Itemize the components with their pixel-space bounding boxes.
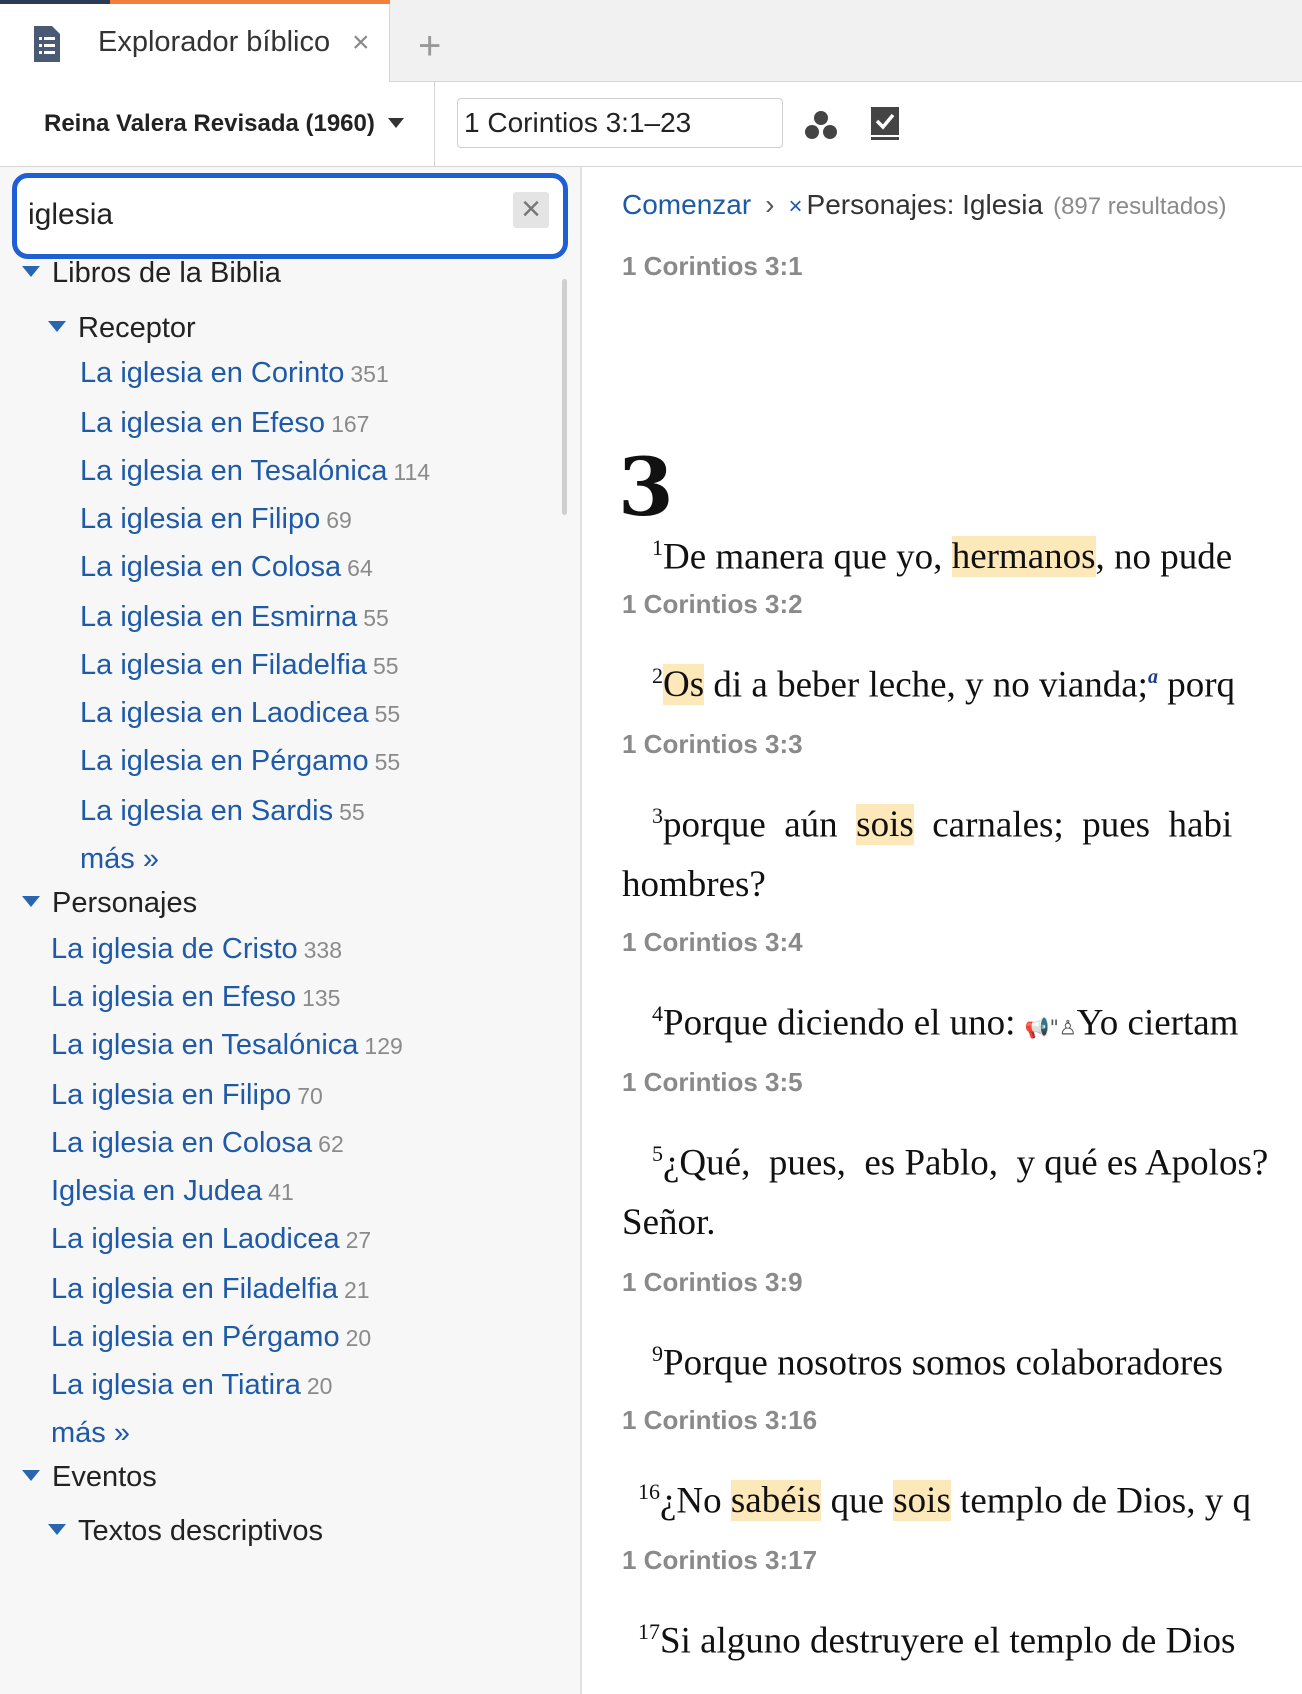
item-label: La iglesia en Corinto	[80, 357, 345, 389]
item-count: 55	[374, 701, 401, 727]
expand-triangle-icon[interactable]	[22, 266, 40, 277]
item-label: La iglesia en Filadelfia	[51, 1273, 338, 1305]
verse-segment: Si alguno destruyere el templo de Dios	[660, 1620, 1236, 1662]
verse-text-continued: hombres?	[622, 864, 766, 905]
item-count: 129	[364, 1033, 403, 1059]
item-label: La iglesia en Esmirna	[80, 601, 358, 633]
verse-segment: Porque diciendo el uno:	[663, 1002, 1025, 1044]
list-item[interactable]	[51, 1273, 370, 1306]
search-box	[12, 173, 568, 259]
list-item[interactable]	[51, 1079, 323, 1112]
breadcrumb-separator: ›	[765, 189, 775, 220]
new-tab-icon[interactable]: +	[418, 24, 442, 68]
item-count: 351	[350, 361, 389, 387]
verse-ref[interactable]: 1 Corintios 3:2	[622, 589, 803, 619]
verse-text	[652, 663, 1235, 706]
list-item[interactable]	[51, 1127, 344, 1160]
item-label: Iglesia en Judea	[51, 1175, 263, 1207]
item-label: La iglesia en Colosa	[80, 551, 342, 583]
breadcrumb-start-link[interactable]: Comenzar	[622, 189, 752, 220]
item-label: La iglesia en Efeso	[80, 407, 326, 439]
verse-segment: que	[821, 1480, 894, 1522]
verse-number: 9	[652, 1341, 663, 1366]
list-item[interactable]	[51, 1175, 294, 1208]
verse-text-continued: Señor.	[622, 1202, 716, 1243]
sidebar-scrollbar[interactable]	[562, 279, 567, 515]
item-label: La iglesia en Tesalónica	[51, 1029, 359, 1061]
item-count: 135	[302, 985, 341, 1011]
verse-segment: , no pude	[1095, 536, 1233, 578]
chevron-down-icon[interactable]	[388, 118, 404, 128]
tab-accent-dark	[0, 0, 110, 4]
breadcrumb	[622, 189, 1227, 221]
sidebar	[0, 167, 582, 1694]
visual-filter-icon[interactable]	[804, 110, 838, 140]
verse-ref[interactable]: 1 Corintios 3:3	[622, 729, 803, 759]
list-item[interactable]	[51, 981, 340, 1014]
verse-segment: di a beber leche, y no vianda;	[704, 664, 1148, 706]
item-count: 55	[363, 605, 389, 631]
list-item[interactable]	[80, 551, 373, 584]
verse-segment: porque aún	[663, 804, 857, 846]
item-count: 69	[326, 507, 352, 533]
list-item[interactable]	[80, 503, 352, 536]
more-link[interactable]: más »	[80, 843, 159, 875]
item-count: 114	[393, 459, 431, 485]
verse-text	[638, 1619, 1235, 1662]
verse-segment: templo de Dios, y q	[950, 1480, 1251, 1522]
verse-segment: ¿No	[660, 1480, 731, 1522]
tab-explorador[interactable]	[0, 0, 390, 82]
list-item[interactable]	[80, 455, 430, 488]
highlighted-word[interactable]: Os	[663, 664, 705, 706]
item-count: 20	[345, 1325, 372, 1351]
section-label: Libros de la Biblia	[52, 257, 281, 289]
section-textos-descriptivos[interactable]	[48, 1515, 323, 1548]
chapter-number: 3	[618, 440, 674, 534]
list-item[interactable]	[51, 933, 342, 966]
item-count: 338	[303, 937, 343, 963]
section-libros[interactable]	[22, 257, 281, 290]
item-label: La iglesia en Pérgamo	[80, 745, 369, 777]
highlighted-word[interactable]: sois	[856, 804, 914, 846]
highlighted-word[interactable]: hermanos	[951, 536, 1096, 578]
item-count: 55	[374, 749, 401, 775]
item-count: 62	[318, 1131, 344, 1157]
verse-number: 5	[652, 1141, 663, 1166]
item-count: 27	[345, 1227, 372, 1253]
item-label: La iglesia en Tesalónica	[80, 455, 388, 487]
tab-title: Explorador bíblico	[98, 26, 331, 58]
verse-ref[interactable]: 1 Corintios 3:4	[622, 927, 803, 957]
item-count: 20	[306, 1373, 333, 1399]
item-label: La iglesia en Tiatira	[51, 1369, 301, 1401]
expand-triangle-icon[interactable]	[48, 1524, 66, 1535]
verse-text	[652, 1141, 1268, 1184]
results-count: (897 resultados)	[1053, 193, 1227, 220]
main-content	[582, 167, 1302, 1694]
clear-search-icon[interactable]: ×	[513, 192, 549, 228]
verse-segment: carnales; pues habi	[913, 804, 1233, 846]
item-label: La iglesia en Pérgamo	[51, 1321, 340, 1353]
verse-ref[interactable]: 1 Corintios 3:9	[622, 1267, 803, 1297]
highlighted-word[interactable]: sabéis	[730, 1480, 822, 1522]
verse-number: 16	[638, 1479, 660, 1504]
item-count: 55	[339, 799, 365, 825]
expand-triangle-icon[interactable]	[22, 1470, 40, 1481]
verse-segment: Yo ciertam	[1076, 1002, 1239, 1044]
breadcrumb-filter: Personajes: Iglesia	[806, 189, 1044, 220]
verse-number: 3	[652, 803, 663, 828]
item-count: 64	[347, 555, 373, 581]
verse-ref[interactable]: 1 Corintios 3:17	[622, 1545, 818, 1575]
version-selector[interactable]: Reina Valera Revisada (1960)	[44, 110, 375, 137]
verse-segment: De manera que yo,	[663, 536, 952, 578]
list-item[interactable]	[80, 357, 389, 390]
item-count: 70	[297, 1083, 323, 1109]
toolbar	[0, 82, 1302, 167]
section-personajes[interactable]	[22, 887, 197, 920]
more-link[interactable]: más »	[51, 1417, 130, 1449]
item-label: La iglesia de Cristo	[51, 933, 298, 965]
tab-close-icon[interactable]: ×	[352, 26, 370, 59]
list-item[interactable]	[80, 697, 400, 730]
list-item[interactable]	[80, 601, 389, 634]
verse-number: 1	[652, 535, 663, 560]
verse-segment: Porque nosotros somos colaboradores	[663, 1342, 1224, 1384]
item-label: La iglesia en Filadelfia	[80, 649, 367, 681]
toolbar-divider	[434, 82, 435, 166]
item-label: La iglesia en Laodicea	[80, 697, 369, 729]
verse-ref[interactable]: 1 Corintios 3:5	[622, 1067, 803, 1097]
section-eventos[interactable]	[22, 1461, 157, 1494]
section-label: Textos descriptivos	[78, 1515, 323, 1547]
checklist-icon[interactable]	[870, 106, 900, 140]
list-item[interactable]	[51, 1369, 332, 1402]
search-input[interactable]	[26, 186, 500, 244]
footnote-marker[interactable]: a	[1147, 666, 1158, 688]
item-label: La iglesia en Laodicea	[51, 1223, 340, 1255]
item-count: 21	[343, 1277, 370, 1303]
expand-triangle-icon[interactable]	[22, 896, 40, 907]
item-label: La iglesia en Sardis	[80, 795, 334, 827]
verse-ref[interactable]: 1 Corintios 3:1	[622, 251, 803, 281]
item-label: La iglesia en Filipo	[80, 503, 321, 535]
section-label: Personajes	[52, 887, 198, 919]
list-item[interactable]	[51, 1321, 371, 1354]
section-label: Eventos	[52, 1461, 157, 1493]
list-item[interactable]	[80, 745, 400, 778]
expand-triangle-icon[interactable]	[48, 321, 66, 332]
verse-text	[652, 1001, 1238, 1044]
highlighted-word[interactable]: sois	[893, 1480, 951, 1522]
list-item[interactable]	[80, 407, 369, 440]
item-label: La iglesia en Efeso	[51, 981, 297, 1013]
item-count: 167	[331, 411, 370, 437]
list-item[interactable]	[80, 649, 399, 682]
verse-text	[652, 1341, 1223, 1384]
verse-segment: porq	[1157, 664, 1236, 706]
section-label: Receptor	[78, 312, 196, 344]
list-item[interactable]	[51, 1029, 403, 1062]
item-count: 41	[268, 1179, 294, 1205]
item-label: La iglesia en Filipo	[51, 1079, 292, 1111]
document-icon	[30, 24, 62, 64]
verse-segment: ¿Qué, pues, es Pablo, y qué es Apolos?	[663, 1142, 1269, 1184]
section-receptor[interactable]	[48, 312, 196, 345]
item-count: 55	[372, 653, 399, 679]
tab-bar	[0, 0, 1302, 82]
item-label: La iglesia en Colosa	[51, 1127, 313, 1159]
list-item[interactable]	[51, 1223, 371, 1256]
speech-marker-icon: 📢"♙	[1024, 1015, 1077, 1040]
list-item[interactable]	[80, 795, 365, 828]
verse-text	[638, 1479, 1251, 1522]
verse-number: 17	[638, 1619, 660, 1644]
remove-filter-icon[interactable]: ×	[788, 193, 803, 220]
verse-ref[interactable]: 1 Corintios 3:16	[622, 1405, 818, 1435]
verse-number: 2	[652, 663, 663, 688]
verse-text	[652, 535, 1232, 578]
verse-text	[652, 803, 1232, 846]
verse-number: 4	[652, 1001, 663, 1026]
reference-input[interactable]	[457, 98, 783, 148]
